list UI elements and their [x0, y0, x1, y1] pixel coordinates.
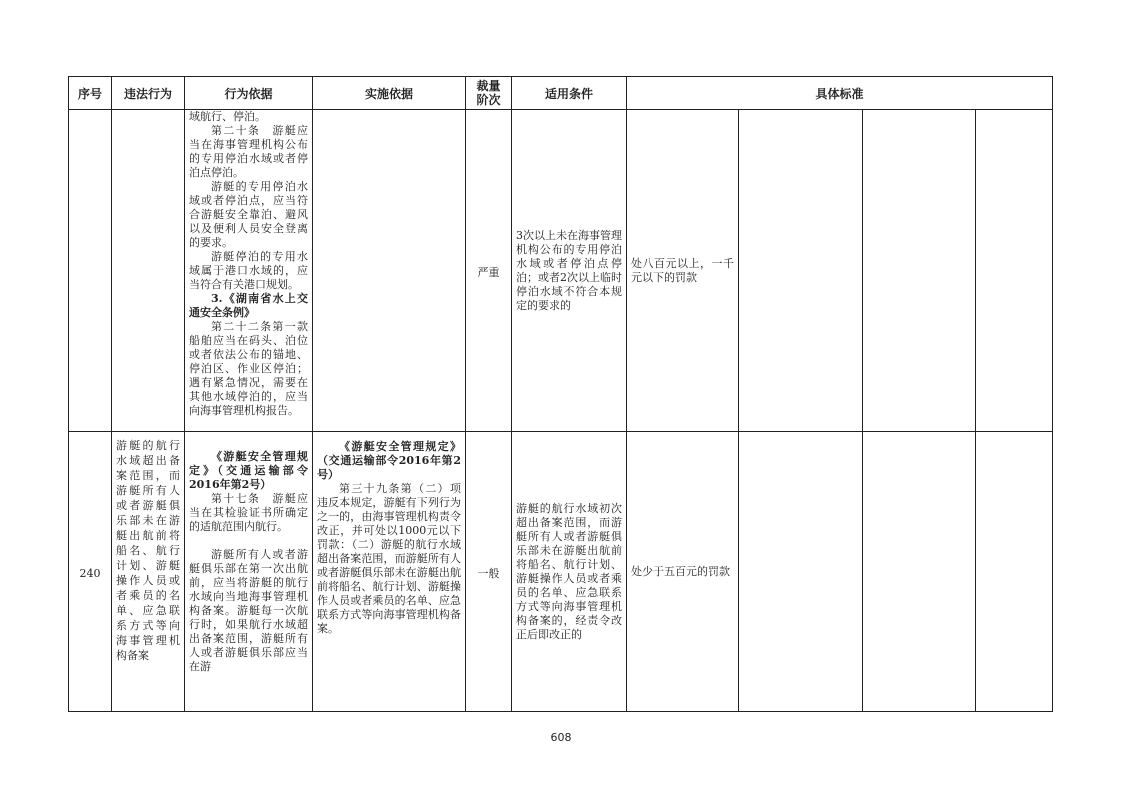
basis-line: 第二十二条第一款 船舶应当在码头、泊位或者依法公布的锚地、停泊区、作业区停泊；遇有紧急情况，需要在其他水域停泊的，应当向海事管理机构报告。	[189, 320, 319, 417]
row-a-seq	[69, 110, 112, 432]
basis-line: 游艇停泊的专用水域属于港口水域的，应当符合有关港口规划。	[189, 250, 308, 291]
basis-line: 第十七条 游艇应当在其检验证书所确定的适航范围内航行。	[189, 492, 308, 533]
impl-line: 第三十九条第（二）项 违反本规定，游艇有下列行为之一的，由海事管理机构责令改正，并可处以1000元以下罚款：（二）游艇的航行水域超出备案范围，而游艇所有人或者游艇俱乐部未在游艇出航前将船名、航行计划、游艇操作人员或者乘员的名单、应急联系方式等向海事管理机构备案。	[317, 482, 472, 635]
row-a-std-2	[739, 110, 863, 432]
header-std: 具体标准	[627, 77, 1053, 110]
header-impl: 实施依据	[313, 77, 466, 110]
page-number: 608	[550, 731, 572, 744]
row-a-std-4	[976, 110, 1053, 432]
row-b-level: 一般	[466, 432, 512, 712]
row-b-impl	[313, 432, 472, 712]
basis-line: 第二十条 游艇应当在海事管理机构公布的专用停泊水域或者停泊点停泊。	[189, 124, 308, 179]
table-row	[69, 110, 1053, 432]
row-b-std-3	[863, 432, 976, 712]
row-a-impl	[313, 110, 466, 432]
row-b-cond: 游艇的航行水域初次超出备案范围，而游艇所有人或者游艇俱乐部未在游艇出航前将船名、航行计划、游艇操作人员或者乘员的名单、应急联系方式等向海事管理机构备案的，经责令改正后即改正的	[512, 432, 627, 712]
basis-line: 游艇所有人或者游艇俱乐部在第一次出航前，应当将游艇的航行水域向当地海事管理机构备案。游艇每一次航行时，如果航行水域超出备案范围，游艇所有人或者游艇俱乐部应当在游	[189, 548, 308, 673]
table-header-row	[69, 77, 1053, 110]
row-a-level: 严重	[466, 110, 512, 432]
basis-law-title: 3.《湖南省水上交通安全条例》	[189, 292, 308, 319]
row-b-std-2	[739, 432, 863, 712]
penalty-table	[68, 76, 1053, 712]
row-a-std: 处八百元以上，一千元以下的罚款	[627, 110, 739, 432]
row-a-std-3	[863, 110, 976, 432]
row-a-cond: 3次以上未在海事管理机构公布的专用停泊水域或者停泊点停泊；或者2次以上临时停泊水域不符合本规定的要求的	[512, 110, 627, 432]
row-a-violation	[112, 110, 185, 432]
basis-line: 游艇的专用停泊水域或者停泊点，应当符合游艇安全靠泊、避风以及便利人员安全登离的要求。	[189, 180, 308, 249]
header-level-label: 裁量阶次	[476, 79, 501, 107]
basis-line: 域航行、停泊。	[189, 110, 266, 123]
header-violation: 违法行为	[112, 77, 185, 110]
header-basis: 行为依据	[185, 77, 313, 110]
row-b-std-4	[976, 432, 1053, 712]
header-level	[466, 77, 512, 110]
basis-law-title: 《游艇安全管理规定》（交通运输部令2016年第2号）	[189, 450, 308, 491]
impl-law-title: 《游艇安全管理规定》（交通运输部令2016年第2号）	[317, 440, 461, 481]
row-b-violation: 游艇的航行水域超出备案范围，而游艇所有人或者游艇俱乐部未在游艇出航前将船名、航行计划、游艇操作人员或者乘员的名单、应急联系方式等向海事管理机构备案	[112, 432, 185, 712]
row-b-basis	[185, 432, 313, 712]
row-b-std: 处少于五百元的罚款	[627, 432, 739, 712]
header-cond: 适用条件	[512, 77, 627, 110]
table-row	[69, 432, 1053, 712]
row-a-basis	[185, 110, 319, 432]
row-b-seq: 240	[69, 432, 112, 712]
header-seq: 序号	[69, 77, 112, 110]
